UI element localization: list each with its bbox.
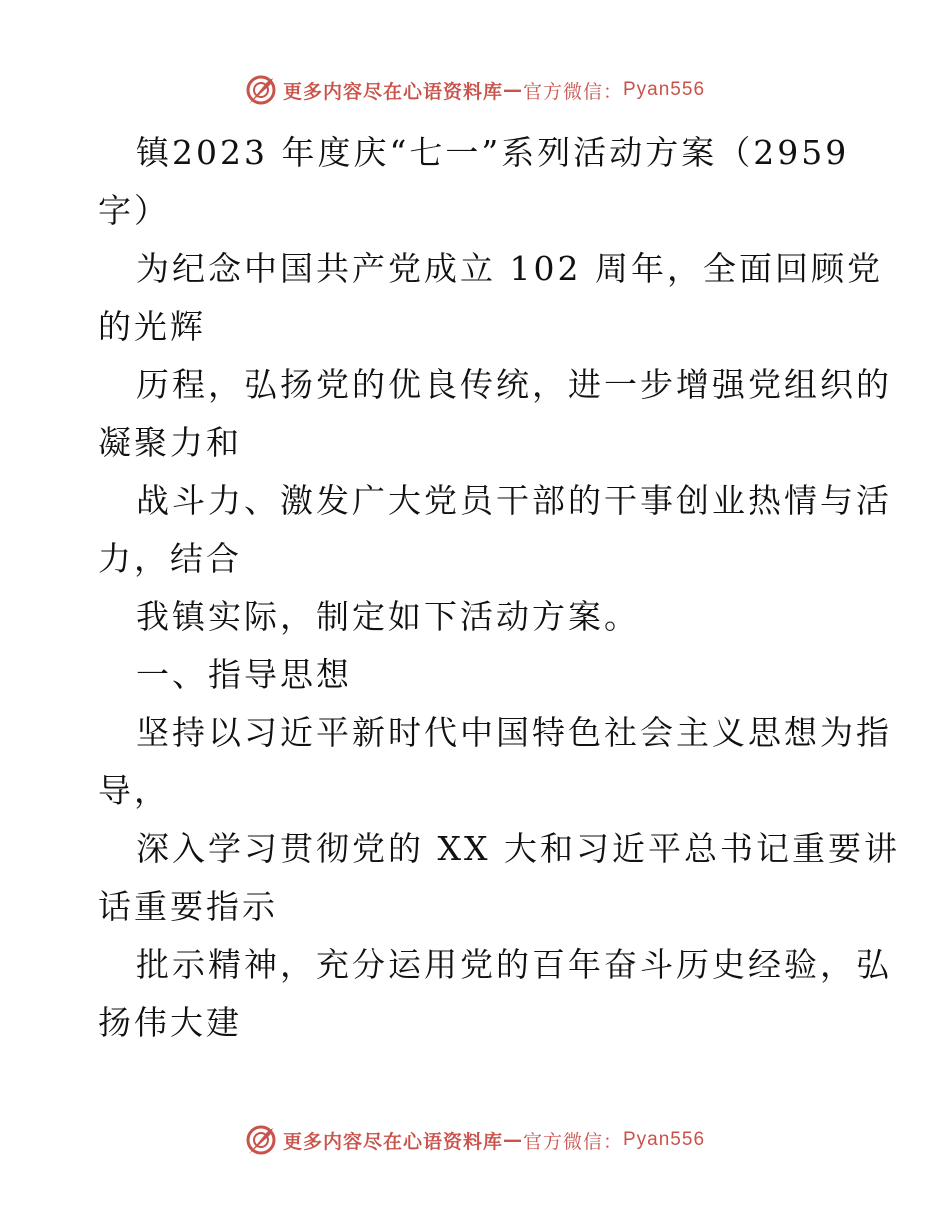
watermark-wechat-id: Pyan556 — [623, 79, 706, 100]
paragraph-line: 批示精神，充分运用党的百年奋斗历史经验，弘 — [136, 945, 892, 984]
quill-pen-icon — [245, 74, 277, 106]
paragraph-line: 话重要指示 — [98, 887, 278, 926]
document-body — [98, 124, 900, 1052]
paragraph-line: 为纪念中国共产党成立 102 周年，全面回顾党 — [136, 249, 883, 288]
paragraph-line: 历程，弘扬党的优良传统，进一步增强党组织的 — [136, 365, 892, 404]
watermark-wechat-id: Pyan556 — [623, 1129, 706, 1150]
section-heading: 一、指导思想 — [136, 655, 352, 694]
paragraph-line: 坚持以习近平新时代中国特色社会主义思想为指 — [136, 713, 892, 752]
paragraph-line: 深入学习贯彻党的 XX 大和习近平总书记重要讲 — [136, 829, 900, 868]
watermark-separator: — — [502, 1129, 523, 1151]
paragraph-line: 我镇实际，制定如下活动方案。 — [136, 597, 640, 636]
watermark-brand: 更多内容尽在心语资料库 — [282, 80, 503, 103]
paragraph-line: 凝聚力和 — [98, 423, 242, 462]
paragraph-line: 导， — [98, 771, 170, 810]
footer-watermark — [0, 1120, 950, 1160]
watermark-official-label: 官方微信： — [522, 80, 623, 103]
watermark-separator: — — [502, 79, 523, 101]
doc-title-line: 镇2023 年度庆“七一”系列活动方案（2959 — [136, 133, 850, 172]
doc-title-line-cont: 字） — [98, 191, 170, 230]
quill-pen-icon — [245, 1124, 277, 1156]
watermark-brand: 更多内容尽在心语资料库 — [282, 1130, 503, 1153]
paragraph-line: 的光辉 — [98, 307, 206, 346]
watermark-official-label: 官方微信： — [522, 1130, 623, 1153]
header-watermark — [0, 70, 950, 110]
paragraph-line: 力，结合 — [98, 539, 242, 578]
paragraph-line: 扬伟大建 — [98, 1003, 242, 1042]
paragraph-line: 战斗力、激发广大党员干部的干事创业热情与活 — [136, 481, 892, 520]
